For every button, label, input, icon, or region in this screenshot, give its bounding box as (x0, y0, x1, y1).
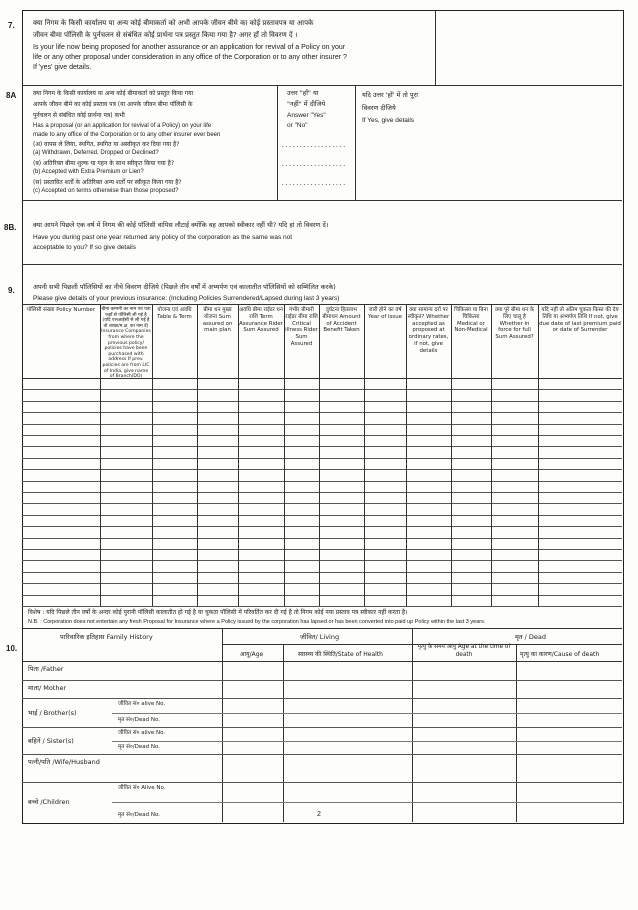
table-row[interactable] (22, 584, 622, 593)
table-header-col-3: योजना एवं अवधि Table & Term (157, 307, 192, 320)
q8a-item-c-english: (c) Accepted on terms otherwise than those proposed? (33, 188, 179, 194)
table-header-col-11: क्या पूरे बीमा धन के लिए चालू है Whether in force for full Sum Assured? (494, 307, 535, 341)
q8a-english-1: Has a proposal (or an application for revival of a Policy) on your life (33, 123, 212, 129)
question-9-number: 9. (8, 286, 15, 295)
family-row-rule (22, 680, 622, 681)
table-row[interactable] (22, 436, 622, 445)
family-row-rule (22, 782, 622, 783)
question-7-number: 7. (8, 21, 15, 30)
table-row[interactable] (22, 539, 622, 548)
family-subrow-rule (112, 802, 622, 803)
q9-hindi: अपनी सभी पिछली पॉलिसियों का नीचे विवरण दीजिये (पिछले तीन वर्षों में अभ्यर्पण एवं कालातीत पॉलिसियों को सम्मिलित करके) (33, 283, 336, 291)
table-row[interactable] (22, 402, 622, 411)
family-alive-count-label: जीवित सं० alive No. (118, 701, 166, 707)
q8a-details-hint-2: विवरण दीजिये (362, 104, 396, 112)
table-row[interactable] (22, 561, 622, 570)
table-row[interactable] (22, 493, 622, 502)
q8a-answer-hint-1: उत्तर "हाँ" या (287, 89, 319, 97)
q8a-answer-a-field[interactable]: .................. (281, 142, 347, 149)
family-row-rule (22, 727, 622, 728)
family-subheader-rule (222, 644, 622, 645)
table-row-rule (22, 606, 622, 607)
family-column-rule (222, 628, 223, 822)
family-dead-count-label: मृत सं०/Dead No. (118, 744, 160, 750)
table-row[interactable] (22, 516, 622, 525)
health-label: स्वास्थ्य की स्थिति/State of Health (298, 651, 383, 658)
family-row-label: माता/ Mother (28, 684, 67, 692)
family-dead-count-label: मृत सं०/Dead No. (118, 812, 160, 818)
q7-hindi-2: जीवन बीमा पॉलिसी के पुर्नचलन से संबंधित कोई प्रार्थना पत्र प्रस्तुत किया गया है? अगर हाँ तो विवरण दें । (33, 31, 298, 39)
q7-hindi-1: क्या निगम के किसी कार्यालय या अन्य कोई बीमाकर्ता को अभी आपके जीवन बीमे का कोई प्रस्तावपत्र या आपके (33, 19, 314, 27)
family-row-rule (22, 754, 622, 755)
table-header-col-12: यदि नहीं तो अंतिम चुकता किस्त की देय तिथि या अभ्यर्पण तिथि If not, give due date of last premium paid or date of Surrender (539, 307, 621, 334)
q8a-item-a-english: (a) Withdrawn, Deferred, Dropped or Declined? (33, 150, 159, 156)
family-row-rule (22, 698, 622, 699)
table-row[interactable] (22, 447, 622, 456)
q9-english: Please give details of your previous insurance: (Including Policies Surrendered/Lapsed during last 3 years) (33, 295, 340, 302)
question-8b-number: 8B. (4, 223, 17, 232)
q7-divider (435, 10, 436, 85)
q7-english-2: life or any other proposal under consideration in any office of the Corporation or to any other insurer ? (33, 54, 347, 61)
table-row[interactable] (22, 379, 622, 388)
q8a-hindi-1: क्या निगम के किसी कार्यालय या अन्य कोई बीमाकर्ता को प्रस्तुत किया गया (33, 90, 194, 97)
q8a-item-a-hindi: (अ) वापस ले लिया, स्थगित, स्थगित या अस्वीकृत कर दिया गया है? (33, 141, 180, 148)
q8a-answer-hint-4: or "No" (287, 122, 308, 129)
q7-bottom-rule (22, 85, 622, 86)
q7-english-1: Is your life now being proposed for another assurance or an application for revival of a Policy on your (33, 44, 346, 51)
table-header-col-5: अवधि बीमा राईडर धन राशि Term Assurance Rider Sum Assured (239, 307, 283, 334)
age-at-death-label: मृत्यु के समय आयु Age at the time of death (417, 644, 511, 658)
table-header-col-6: गंभीर बीमारी राईडर बीमा राशि Critical illness Rider Sum Assured (285, 307, 318, 347)
table-top-rule (22, 304, 622, 305)
family-subrow-rule (112, 713, 622, 714)
table-header-col-2: बीमा कम्पनी का नाम एवं पता जहाँ से पॉलिसी ली गई है (यदि एलआईसी से ली गई है तो शाखा/म.क्ष. का नाम दें) Insurance Companies from where the previous policy/ policies have been purchased with address If prev. policies are from LIC of India, give name of Branch/DO) (101, 307, 151, 380)
family-column-rule (283, 644, 284, 822)
q8b-english-2: acceptable to you? If so give details (33, 244, 136, 251)
q8a-hindi-3: पुर्नचलन से संबंधित कोई प्रार्थना पत्र) कभी (33, 112, 125, 119)
table-header-col-4: बीमा धन मुख्य योजना Sum assured on main plan (202, 307, 233, 334)
q8b-hindi: क्या आपने पिछले एक वर्ष में निगम की कोई पॉलिसी वापिस लौटाई क्योंकि वह आपको स्वीकार नहीं थी? यदि हां तो विवरण दें। (33, 221, 329, 229)
q8a-bottom-rule (22, 200, 622, 201)
family-alive-count-label: जीवित सं० alive No. (118, 730, 166, 736)
table-row[interactable] (22, 527, 622, 536)
note-bottom-rule (22, 628, 622, 629)
table-header-col-8: जारी होने का वर्ष Year of Issue (368, 307, 402, 320)
table-header-col-10: चिकित्सा या बिना चिकित्सा Medical or Non-Medical (454, 307, 488, 334)
page-number: 2 (317, 811, 321, 818)
family-row-label: बहिनें / Sister(s) (28, 736, 74, 745)
table-row[interactable] (22, 550, 622, 559)
q8a-hindi-2: आपके जीवन बीमे का कोई प्रस्ताव पत्र (या आपके जीवन बीमा पॉलिसी के (33, 101, 193, 108)
table-row[interactable] (22, 459, 622, 468)
table-row[interactable] (22, 413, 622, 422)
note-english: N.B. : Corporation does not entertain any fresh Proposal for Insurance where a Policy issued by the corporation has lapsed or has been converted into paid up Policy within the last 3 years. (28, 619, 486, 625)
family-alive-count-label: जीवित सं० Alive No. (118, 785, 166, 791)
question-10-number: 10. (6, 644, 18, 653)
table-row[interactable] (22, 390, 622, 399)
family-row-label: पिता /Father (28, 665, 64, 673)
q8a-answer-b-field[interactable]: .................. (281, 161, 347, 168)
q8a-answer-hint-2: "नहीं" में दीजिये (287, 100, 326, 108)
family-row-label: बच्चे /Children (28, 798, 70, 806)
note-hindi: विशेष : यदि पिछले तीन वर्षों के अन्दर कोई पुरानी पॉलिसी कालातीत हो गई है या चुकता पॉलिसी में परिवर्तित कर दी गई है तो निगम कोई नया प्रस्ताव पत्र स्वीकार नहीं करता है। (28, 609, 408, 616)
q8a-english-2: made to any office of the Corporation or to any other insurer ever been (33, 132, 221, 138)
family-subrow-rule (112, 741, 622, 742)
table-row[interactable] (22, 504, 622, 513)
table-row[interactable] (22, 482, 622, 491)
family-dead-count-label: मृत सं०/Dead No. (118, 717, 160, 723)
table-header-col-1: पॉलिसी संख्या Policy Number (26, 307, 96, 313)
dead-label: मृत / Dead (515, 633, 547, 641)
family-row-label: पत्नी/पति /Wife/Husband (28, 758, 100, 766)
q8a-item-c-hindi: (स) प्रस्तावित शर्तों के अतिरिक्त अन्य शर्तों पर स्वीकृत किया गया है? (33, 179, 182, 186)
q8a-answer-hint-3: Answer "Yes" (287, 112, 326, 119)
family-header-rule (22, 661, 622, 662)
table-row[interactable] (22, 596, 622, 605)
family-history-label: पारिवारिक इतिहास Family History (60, 633, 153, 641)
family-column-rule (412, 628, 413, 822)
living-label: जीवित/ Living (300, 633, 340, 641)
table-row[interactable] (22, 425, 622, 434)
q8b-english-1: Have you during past one year returned any policy of the corporation as the same was not (33, 234, 293, 241)
q8a-divider-1 (277, 85, 278, 200)
q8a-item-b-english: (b) Accepted with Extra Premium or Lien? (33, 169, 144, 175)
q8a-answer-c-field[interactable]: .................. (281, 180, 347, 187)
table-row[interactable] (22, 470, 622, 479)
family-row-label: भाई / Brother(s) (28, 708, 77, 717)
q8a-item-b-hindi: (ब) अतिरिक्त बीमा शुल्क या गहन के साथ स्वीकृत किया गया है? (33, 160, 175, 167)
table-header-col-9: क्या सामान्य दरों पर स्वीकृत? Whether accepted as proposed at ordinary rates, if not, give details (407, 307, 450, 354)
q7-english-3: If 'yes' give details. (33, 64, 92, 71)
age-label: आयु/Age (240, 651, 264, 658)
q8a-details-hint-3: If Yes, give details (362, 117, 415, 124)
q8a-details-hint-1: यदि उत्तर 'हाँ' में तो पूरा (362, 91, 418, 99)
table-row[interactable] (22, 573, 622, 582)
family-column-rule (516, 644, 517, 822)
cause-of-death-label: मृत्यु का कारण/Cause of death (520, 651, 600, 658)
q8b-bottom-rule (22, 264, 622, 265)
table-header-col-7: दुर्घटना हितलाभ बीमाधन Amount of Accident Benefit Taken (322, 307, 361, 334)
q8a-divider-2 (355, 85, 356, 200)
question-8a-number: 8A (6, 91, 17, 100)
